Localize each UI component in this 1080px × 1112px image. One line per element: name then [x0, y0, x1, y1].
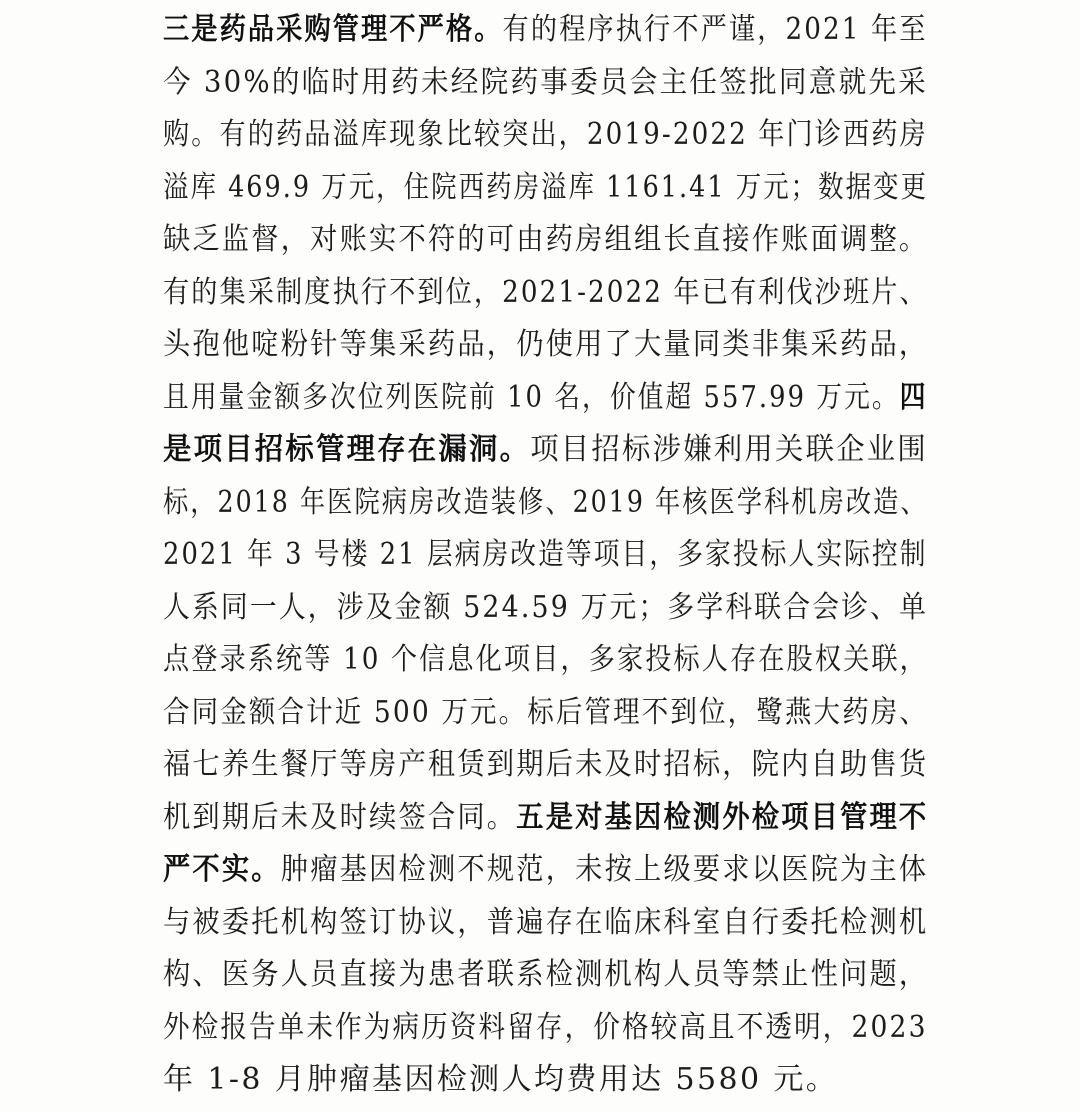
body-text: 与被委托机构签订协议，普遍存在临床科室自行委托检测机	[163, 904, 929, 940]
text-line	[163, 372, 928, 425]
body-text: 合同金额合计近 500 万元。标后管理不到位，鹭燕大药房、	[163, 694, 928, 730]
body-text: 缺乏监督，对账实不符的可由药房组组长直接作账面调整。	[163, 222, 929, 257]
text-line	[163, 582, 929, 635]
text-line	[163, 792, 929, 845]
text-line	[163, 687, 928, 740]
text-line	[163, 529, 928, 582]
text-line	[163, 57, 929, 110]
body-text: 机到期后未及时续签合同。	[163, 799, 517, 835]
bold-heading-text: 严不实。	[163, 852, 281, 887]
text-line	[163, 844, 929, 897]
document-body	[163, 4, 928, 1107]
body-text: 有的集采制度执行不到位，2021-2022 年已有利伐沙班片、	[163, 274, 928, 310]
text-line	[163, 267, 928, 320]
body-text: 且用量金额多次位列医院前 10 名，价值超 557.99 万元。	[163, 379, 900, 415]
body-text: 年 1-8 月肿瘤基因检测人均费用达 5580 元。	[163, 1062, 839, 1097]
bold-heading-text: 五是对基因检测外检项目管理不	[516, 799, 929, 835]
body-text: 项目招标涉嫌利用关联企业围	[530, 432, 929, 467]
bold-heading-text: 是项目招标管理存在漏洞。	[163, 432, 531, 467]
text-line	[163, 162, 929, 215]
body-text: 福七养生餐厅等房产租赁到期后未及时招标，院内自助售货	[163, 747, 929, 782]
text-line	[163, 634, 928, 687]
body-text: 购。有的药品溢库现象比较突出，2019-2022 年门诊西药房	[163, 117, 928, 152]
text-line	[163, 897, 929, 950]
text-line	[163, 1054, 928, 1107]
text-line	[163, 739, 929, 792]
body-text: 今 30%的临时用药未经院药事委员会主任签批同意就先采	[163, 64, 929, 100]
text-line	[163, 319, 929, 372]
body-text: 有的程序执行不严谨，2021 年至	[502, 12, 928, 47]
text-line	[163, 1002, 928, 1055]
body-text: 2021 年 3 号楼 21 层病房改造等项目，多家投标人实际控制	[163, 537, 928, 572]
text-line	[163, 4, 928, 57]
body-text: 外检报告单未作为病历资料留存，价格较高且不透明，2023	[163, 1009, 928, 1045]
body-text: 点登录系统等 10 个信息化项目，多家投标人存在股权关联，	[163, 642, 928, 677]
text-line	[163, 109, 928, 162]
bold-heading-text: 三是药品采购管理不严格。	[163, 12, 503, 47]
body-text: 溢库 469.9 万元，住院西药房溢库 1161.41 万元；数据变更	[163, 169, 929, 205]
body-text: 头孢他啶粉针等集采药品，仍使用了大量同类非集采药品，	[163, 327, 929, 362]
text-line	[163, 477, 928, 530]
body-text: 肿瘤基因检测不规范，未按上级要求以医院为主体	[280, 852, 929, 887]
text-line	[163, 214, 929, 267]
text-line	[163, 424, 929, 477]
body-text: 标，2018 年医院病房改造装修、2019 年核医学科机房改造、	[163, 484, 928, 520]
bold-heading-text: 四	[899, 379, 928, 415]
body-text: 人系同一人，涉及金额 524.59 万元；多学科联合会诊、单	[163, 589, 929, 625]
body-text: 构、医务人员直接为患者联系检测机构人员等禁止性问题，	[163, 957, 929, 992]
text-line	[163, 949, 929, 1002]
